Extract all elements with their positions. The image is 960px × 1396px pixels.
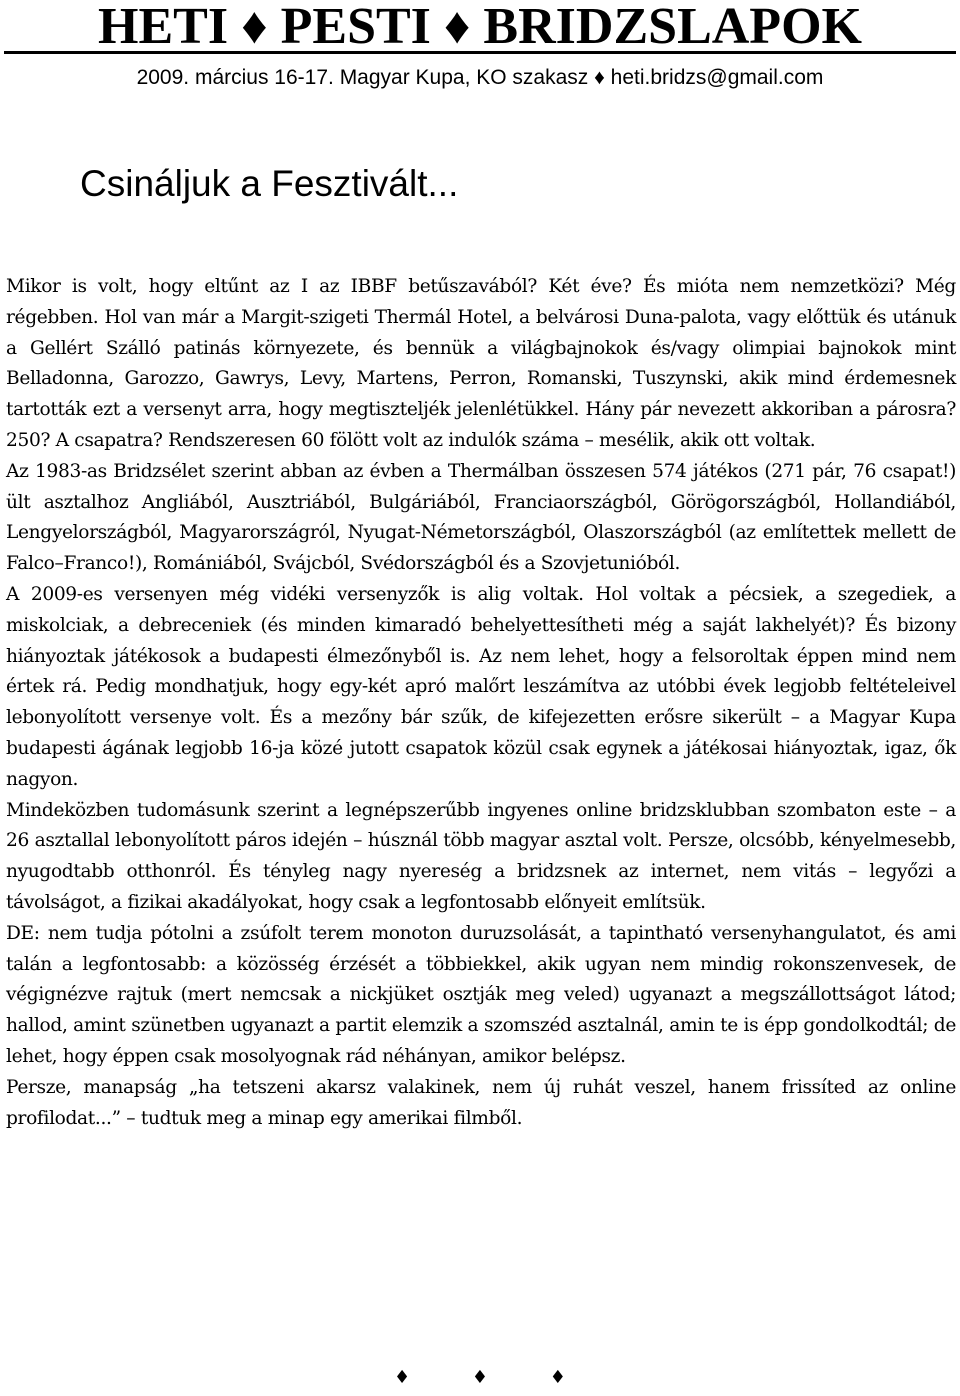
diamond-icon: ♦ xyxy=(394,1367,411,1388)
paragraph: Mindeközben tudomásunk szerint a legnépszerűbb ingyenes online bridzsklubban szombaton este – a 26 asztallal lebonyolított páros idején – húsznál több magyar asztal volt. Persze, olcsóbb, kényelmesebb, nyugodtabb otthonról. És tényleg nagy nyereség a bridzsnek az internet, nem vitás – legyőzi a távolságot, a fizikai akadályokat, hogy csak a legfontosabb előnyeit említsük. xyxy=(6,799,956,913)
paragraph: Az 1983-as Bridzsélet szerint abban az évben a Thermálban összesen 574 játékos (271 pár, 76 csapat!) ült asztalhoz Angliából, Ausztriából, Bulgáriából, Franciaországból, Görögországból, Hollandiából, Lengyelországból, Magyarországról, Nyugat-Németországból, Olaszországból (az említettek mellett de Falco–Franco!), Romániából, Svájcból, Svédországból és a Szovjetunióból. xyxy=(6,460,956,575)
closing-ornament xyxy=(0,1366,960,1390)
paragraph: Mikor is volt, hogy eltűnt az I az IBBF betűszavából? Két éve? És mióta nem nemzetközi? Még régebben. Hol van már a Margit-szigeti Thermál Hotel, a belvárosi Duna-palota, vagy előttük és utánuk a Gellért Szálló patinás környezete, és bennük a világbajnokok és/vagy olimpiai bajnokok mint Belladonna, Garozzo, Gawrys, Levy, Martens, Perron, Romanski, Tuszynski, akik mind érdemesnek tartották ezt a versenyt arra, hogy megtiszteljék jelenlétükkel. Hány pár nevezett akkoriban a párosra? 250? A csapatra? Rendszeresen 60 fölött volt az indulók száma – mesélik, akik ott voltak. xyxy=(6,276,956,451)
issue-subline: 2009. március 16-17. Magyar Kupa, KO szakasz ♦ heti.bridzs@gmail.com xyxy=(136,66,824,89)
masthead-rule xyxy=(4,51,956,54)
paragraph: Persze, manapság „ha tetszeni akarsz valakinek, nem új ruhát veszel, hanem frissíted az online profilodat...” – tudtuk meg a minap egy amerikai filmből. xyxy=(6,1076,956,1129)
paragraph: DE: nem tudja pótolni a zsúfolt terem monoton duruzsolását, a tapintható versenyhangulatot, és ami talán a legfontosabb: a közösség érzését a többiekkel, akik ugyan nem mindig rokonszenvesek, de végignézve rajtuk (mert nemcsak a nickjüket osztják meg veled) ugyanazt a megszállottságot látod; hallod, amint szünetben ugyanazt a partit elemzik a szomszéd asztalnál, amin te is épp gondolkodtál; de lehet, hogy éppen csak mosolyognak rád néhányan, amikor belépsz. xyxy=(6,922,956,1067)
diamond-icon: ♦ xyxy=(549,1367,566,1388)
diamond-icon: ♦ xyxy=(471,1367,489,1388)
paragraph: A 2009-es versenyen még vidéki versenyzők is alig voltak. Hol voltak a pécsiek, a szegediek, a miskolciak, a debreceniek (és minden kimaradó behelyettesítheti még a saját lakhelyét)? És bizony hiányoztak játékosok a budapesti élmezőnyből is. Az nem lehet, hogy a felsoroltak éppen mind nem értek rá. Pedig mondhatjuk, hogy egy-két apró malőrt leszámítva az utóbbi évek legjobb feltételeivel lebonyolított versenye volt. És a mezőny bár szűk, de kifejezetten erősre sikerült – a Magyar Kupa budapesti ágának legjobb 16-ja közé jutott csapatok közül csak egynek a játékosai hiányoztak, igaz, ők nagyon. xyxy=(6,583,956,790)
article-title: Csináljuk a Fesztivált... xyxy=(80,163,459,204)
masthead: HETI ♦ PESTI ♦ BRIDZSLAPOK xyxy=(98,0,862,55)
article-body xyxy=(6,272,956,1134)
